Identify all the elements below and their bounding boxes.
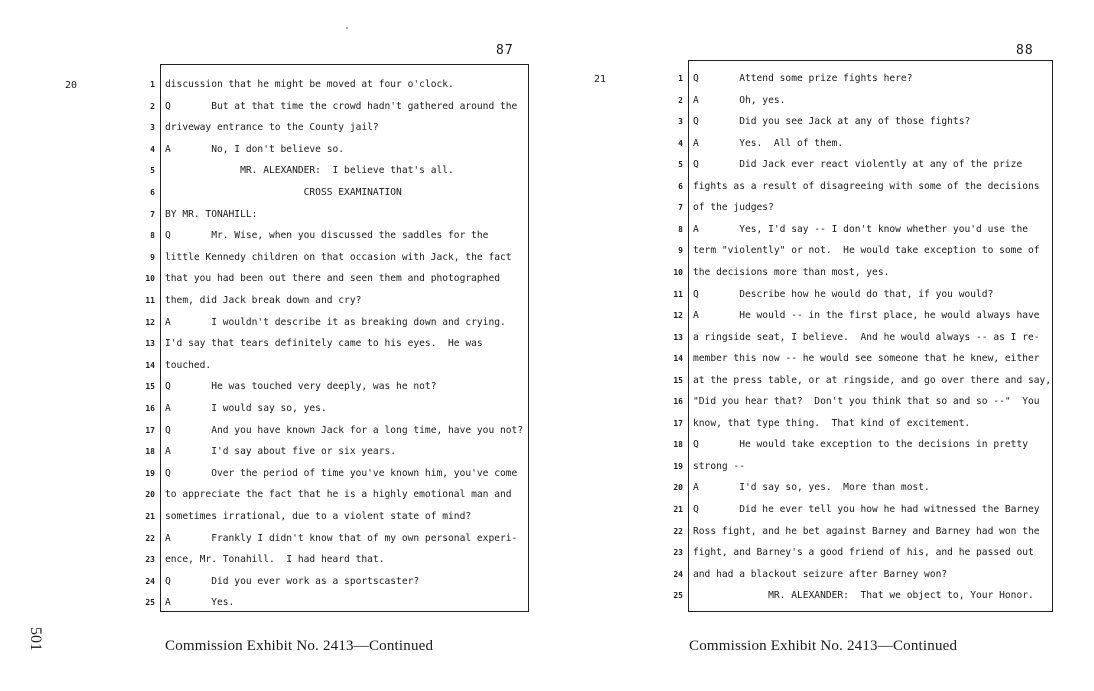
line-text: ence, Mr. Tonahill. I had heard that. — [165, 554, 385, 566]
left-transcript-box — [145, 64, 529, 612]
line-text: A No, I don't believe so. — [165, 143, 345, 155]
transcript-line — [150, 142, 528, 163]
left-caption: Commission Exhibit No. 2413—Continued — [165, 638, 434, 654]
line-number: 15 — [145, 382, 155, 392]
line-text: A He would -- in the first place, he would always have — [693, 310, 1040, 322]
line-number: 18 — [145, 447, 155, 457]
transcript-line — [145, 358, 528, 379]
transcript-line — [673, 351, 1052, 372]
line-text: MR. ALEXANDER: That we object to, Your Honor. — [693, 590, 1034, 602]
line-number: 1 — [678, 74, 683, 83]
transcript-line — [150, 77, 528, 98]
line-number: 9 — [678, 246, 683, 256]
side-page-number: 501 — [27, 627, 44, 651]
line-text: member this now -- he would see someone that he knew, either — [693, 353, 1040, 365]
transcript-line — [678, 157, 1052, 178]
transcript-line — [145, 336, 528, 357]
right-margin-number: 21 — [594, 74, 607, 85]
line-number: 14 — [673, 354, 683, 364]
transcript-line — [673, 287, 1052, 308]
transcript-line — [673, 394, 1052, 415]
line-text: a ringside seat, I believe. And he would always -- as I re- — [693, 331, 1040, 343]
transcript-line — [145, 293, 528, 314]
line-number: 6 — [678, 181, 683, 191]
line-text: the decisions more than most, yes. — [693, 266, 890, 278]
line-number: 11 — [673, 289, 683, 299]
transcript-line — [150, 185, 528, 206]
transcript-line — [145, 271, 528, 292]
transcript-line — [145, 444, 528, 465]
line-text: fight, and Barney's a good friend of his, and he passed out — [693, 547, 1034, 559]
line-number: 5 — [678, 160, 683, 170]
line-number: 14 — [145, 360, 155, 370]
line-number: 2 — [678, 95, 683, 105]
line-text: and had a blackout seizure after Barney won? — [693, 568, 948, 580]
line-number: 24 — [673, 569, 683, 579]
transcript-line — [673, 567, 1052, 588]
line-number: 13 — [673, 332, 683, 342]
line-text: A I wouldn't describe it as breaking down and crying. — [165, 316, 506, 328]
line-text: A Yes. — [165, 597, 235, 609]
right-transcript-box — [673, 60, 1053, 612]
line-number: 7 — [150, 209, 155, 219]
line-number: 3 — [150, 123, 155, 133]
line-number: 22 — [145, 533, 155, 543]
transcript-line — [145, 466, 528, 487]
right-caption: Commission Exhibit No. 2413—Continued — [689, 638, 958, 654]
line-text: touched. — [165, 359, 212, 371]
transcript-line — [678, 114, 1052, 135]
line-number: 16 — [145, 404, 155, 413]
transcript-line — [678, 93, 1052, 114]
line-number: 5 — [150, 166, 155, 176]
transcript-line — [673, 480, 1052, 501]
line-text: MR. ALEXANDER: I believe that's all. — [165, 165, 454, 177]
line-number: 16 — [673, 397, 683, 407]
line-number: 12 — [673, 311, 683, 321]
transcript-line — [673, 265, 1052, 286]
transcript-line — [145, 379, 528, 400]
line-text: A I'd say so, yes. More than most. — [693, 482, 930, 494]
line-text: sometimes irrational, due to a violent state of mind? — [165, 511, 472, 522]
line-number: 25 — [673, 591, 683, 601]
transcript-line — [673, 524, 1052, 545]
line-text: term "violently" or not. He would take exception to some of — [693, 245, 1040, 257]
line-number: 6 — [150, 188, 155, 197]
transcript-line — [678, 222, 1052, 243]
line-number: 3 — [678, 117, 683, 127]
line-text: Ross fight, and he bet against Barney and Barney had won the — [693, 525, 1040, 537]
transcript-line — [673, 416, 1052, 437]
line-number: 21 — [673, 505, 683, 514]
transcript-line — [150, 250, 528, 271]
transcript-line — [150, 99, 528, 120]
transcript-line — [145, 509, 528, 530]
line-text: Q And you have known Jack for a long time, have you not? — [165, 424, 524, 436]
left-margin-number: 20 — [65, 80, 78, 91]
left-page-number: 87 — [496, 43, 514, 58]
transcript-line — [673, 437, 1052, 458]
line-number: 15 — [673, 375, 683, 385]
line-text: Q He would take exception to the decisions in pretty — [693, 439, 1029, 451]
line-text: BY MR. TONAHILL: — [165, 208, 258, 220]
line-text: Q He was touched very deeply, was he not? — [165, 381, 437, 393]
line-text: CROSS EXAMINATION — [165, 187, 402, 198]
transcript-line — [145, 574, 528, 595]
transcript-line — [150, 163, 528, 184]
line-number: 22 — [673, 526, 683, 536]
transcript-line — [678, 136, 1052, 157]
line-number: 20 — [145, 490, 155, 500]
transcript-line — [145, 423, 528, 444]
line-number: 13 — [145, 339, 155, 349]
line-number: 20 — [673, 483, 683, 493]
line-text: at the press table, or at ringside, and go over there and say, — [693, 374, 1052, 386]
line-number: 23 — [673, 548, 683, 558]
transcript-line — [673, 330, 1052, 351]
transcript-line — [678, 243, 1052, 264]
right-page-number: 88 — [1016, 43, 1034, 58]
line-text: I'd say that tears definitely came to his eyes. He was — [165, 338, 483, 350]
transcript-line — [145, 401, 528, 422]
scan-speck — [346, 27, 348, 29]
line-text: to appreciate the fact that he is a highly emotional man and — [165, 489, 512, 501]
transcript-line — [145, 595, 528, 616]
line-text: "Did you hear that? Don't you think that so and so --" You — [693, 396, 1040, 408]
line-number: 4 — [150, 144, 155, 154]
transcript-line — [150, 228, 528, 249]
line-number: 10 — [673, 267, 683, 277]
transcript-line — [673, 308, 1052, 329]
line-number: 2 — [150, 101, 155, 111]
line-number: 11 — [145, 296, 155, 305]
transcript-line — [673, 545, 1052, 566]
line-text: fights as a result of disagreeing with some of the decisions — [693, 180, 1040, 192]
transcript-line — [673, 373, 1052, 394]
line-text: Q Attend some prize fights here? — [693, 73, 913, 84]
line-text: A Yes. All of them. — [693, 137, 844, 149]
line-text: them, did Jack break down and cry? — [165, 295, 362, 306]
line-text: Q Did he ever tell you how he had witnessed the Barney — [693, 504, 1040, 515]
line-text: little Kennedy children on that occasion with Jack, the fact — [165, 251, 512, 263]
transcript-line — [145, 531, 528, 552]
line-text: A Yes, I'd say -- I don't know whether you'd use the — [693, 223, 1029, 235]
line-number: 17 — [673, 418, 683, 428]
line-text: Q Describe how he would do that, if you would? — [693, 288, 994, 300]
line-text: Q Did you ever work as a sportscaster? — [165, 575, 420, 587]
line-number: 23 — [145, 555, 155, 565]
line-text: A I'd say about five or six years. — [165, 446, 397, 458]
line-text: Q Over the period of time you've known him, you've come — [165, 467, 518, 479]
line-number: 19 — [673, 461, 683, 471]
line-number: 19 — [145, 468, 155, 478]
line-number: 21 — [145, 512, 155, 521]
transcript-line — [673, 459, 1052, 480]
line-number: 17 — [145, 425, 155, 435]
transcript-line — [673, 588, 1052, 609]
line-text: that you had been out there and seen them and photographed — [165, 273, 501, 285]
line-number: 12 — [145, 317, 155, 327]
line-number: 7 — [678, 203, 683, 213]
line-text: Q Did you see Jack at any of those fights? — [693, 116, 971, 128]
line-number: 8 — [150, 231, 155, 241]
line-text: driveway entrance to the County jail? — [165, 122, 379, 134]
transcript-line — [145, 487, 528, 508]
line-text: discussion that he might be moved at four o'clock. — [165, 79, 454, 90]
line-text: A I would say so, yes. — [165, 403, 327, 414]
transcript-line — [150, 207, 528, 228]
line-text: strong -- — [693, 460, 745, 472]
transcript-line — [150, 120, 528, 141]
line-text: A Frankly I didn't know that of my own personal experi- — [165, 532, 518, 544]
transcript-line — [673, 502, 1052, 523]
line-text: Q Mr. Wise, when you discussed the saddles for the — [165, 230, 489, 242]
line-text: Q But at that time the crowd hadn't gathered around the — [165, 100, 518, 112]
line-text: know, that type thing. That kind of excitement. — [693, 417, 971, 429]
line-number: 9 — [150, 252, 155, 262]
line-number: 10 — [145, 274, 155, 284]
line-number: 18 — [673, 440, 683, 450]
transcript-line — [678, 200, 1052, 221]
line-text: of the judges? — [693, 202, 774, 214]
line-number: 25 — [145, 598, 155, 608]
transcript-line — [678, 71, 1052, 92]
line-number: 8 — [678, 224, 683, 234]
line-number: 24 — [145, 576, 155, 586]
transcript-line — [678, 179, 1052, 200]
line-number: 1 — [150, 80, 155, 89]
line-text: Q Did Jack ever react violently at any of the prize — [693, 159, 1023, 171]
line-text: A Oh, yes. — [693, 94, 786, 106]
transcript-line — [145, 315, 528, 336]
transcript-line — [145, 552, 528, 573]
line-number: 4 — [678, 138, 683, 148]
